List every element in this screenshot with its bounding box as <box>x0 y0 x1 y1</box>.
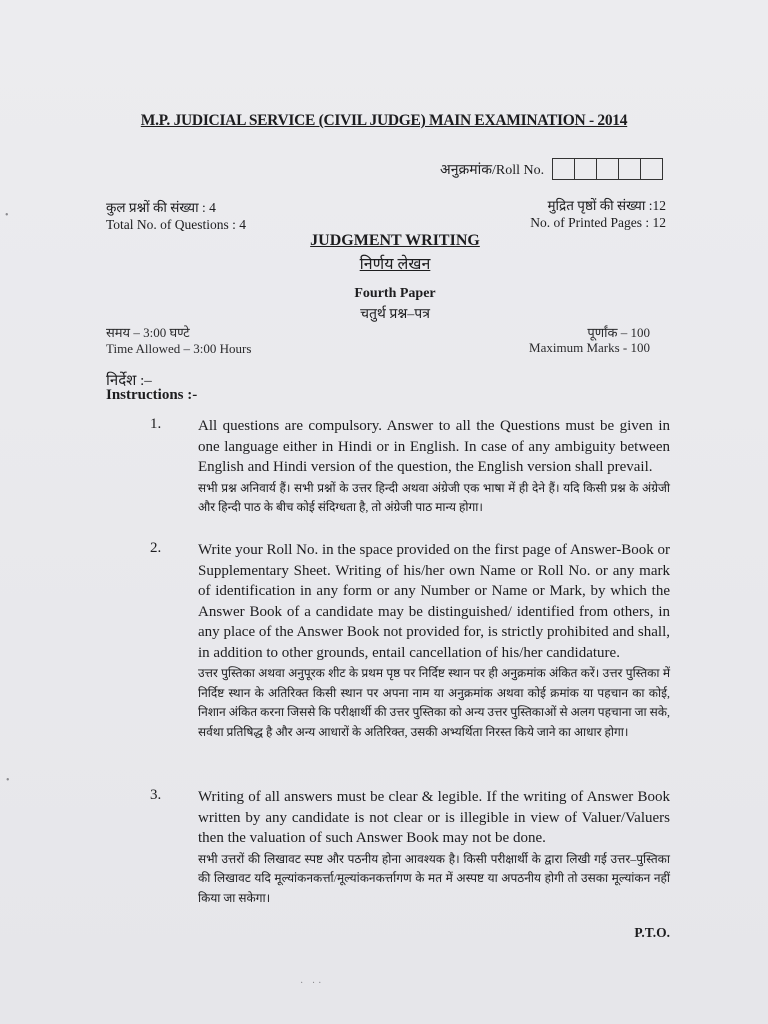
instruction-number: 1. <box>150 416 162 432</box>
instruction-number: 3. <box>150 787 162 803</box>
roll-label: अनुक्रमांक/Roll No. <box>440 162 545 178</box>
roll-number-field <box>440 158 663 180</box>
subject-title: JUDGMENT WRITING <box>310 232 480 249</box>
exam-title: M.P. JUDICIAL SERVICE (CIVIL JUDGE) MAIN EXAMINATION - 2014 <box>140 112 628 129</box>
instruction-item <box>150 416 670 518</box>
instruction-item <box>150 787 670 908</box>
roll-box[interactable] <box>597 159 619 179</box>
questions-count-english: Total No. of Questions : 4 <box>106 217 247 232</box>
instruction-text-hindi: उत्तर पुस्तिका अथवा अनुपूरक शीट के प्रथम पृष्ठ पर निर्दिष्ट स्थान पर ही अनुक्रमांक अंकित करें। उत्तर पुस्तिका में निर्दिष्ट स्थान के अतिरिक्त किसी स्थान पर अपना नाम या अनुक्रमांक अथवा कोई क्रमांक या पहचान का कोई, निशान अंकित करना जिससे कि परीक्षार्थी की उत्तर पुस्तिका को अन्य उत्तर पुस्तिकाओं से अलग पहचाना जा सके, सर्वथा प्रतिषिद्ध है और अन्य आधारों के अतिरिक्त, उसकी अभ्यर्थिता निरस्त किये जाने का आधार होगा। <box>198 666 670 739</box>
roll-box[interactable] <box>641 159 662 179</box>
questions-count <box>106 199 246 233</box>
max-marks: Maximum Marks - 100 <box>529 340 650 355</box>
scan-speck: • <box>5 210 9 221</box>
time-allowed: Time Allowed – 3:00 Hours <box>106 341 252 356</box>
paper-number-hindi: चतुर्थ प्रश्न–पत्र <box>360 307 430 322</box>
max-marks-hindi: पूर्णांक – 100 <box>587 325 650 340</box>
printed-pages-hindi: मुद्रित पृष्ठों की संख्या :12 <box>547 198 666 213</box>
questions-count-hindi: कुल प्रश्नों की संख्या : 4 <box>106 200 216 215</box>
instruction-text: Write your Roll No. in the space provided on the first page of Answer-Book or Supplementary Sheet. Writing of his/her own Name or Roll No. or any mark of identification in any form or any Number or Name or Mark, by which the Answer Book of a candidate may be distinguished/ identified from others, in any place of the Answer Book not provided for, is strictly prohibited and shall, in addition to other grounds, entail cancellation of his/her candidature. <box>198 542 670 661</box>
roll-box[interactable] <box>553 159 575 179</box>
roll-box[interactable] <box>575 159 597 179</box>
instruction-number: 2. <box>150 540 162 556</box>
instruction-item <box>150 540 670 742</box>
roll-number-boxes[interactable] <box>552 158 663 180</box>
instructions-heading-hindi: निर्देश :– <box>106 373 152 389</box>
time-allowed-hindi: समय – 3:00 घण्टे <box>106 325 190 340</box>
instruction-text: Writing of all answers must be clear & legible. If the writing of Answer Book written by any candidate is not clear or is illegible in view of Valuer/Valuers then the valuation of such Answer Book may not be done. <box>198 789 670 846</box>
instruction-text-hindi: सभी प्रश्न अनिवार्य हैं। सभी प्रश्नों के उत्तर हिन्दी अथवा अंग्रेजी एक भाषा में ही देने हैं। यदि किसी प्रश्न के अंग्रेजी और हिन्दी पाठ के बीच कोई संदिग्धता है, तो अंग्रेजी पाठ मान्य होगा। <box>198 480 670 514</box>
pto-label: P.T.O. <box>634 925 670 940</box>
paper-number: Fourth Paper <box>354 286 436 301</box>
instructions-heading: Instructions :- <box>106 387 198 403</box>
scan-speck: · ·· <box>300 978 325 989</box>
printed-pages-english: No. of Printed Pages : 12 <box>530 215 666 230</box>
instruction-text-hindi: सभी उत्तरों की लिखावट स्पष्ट और पठनीय होना आवश्यक है। किसी परीक्षार्थी के द्वारा लिखी गई उत्तर–पुस्तिका की लिखावट यदि मूल्यांकनकर्त्ता/मूल्यांकनकर्त्तागण के मत में अस्पष्ट या अपठनीय होगी तो उसका मूल्यांकन नहीं किया जा सकेगा। <box>198 851 670 905</box>
instruction-text: All questions are compulsory. Answer to all the Questions must be given in one language either in Hindi or in English. In case of any ambiguity between English and Hindi version of the question, the English version shall prevail. <box>198 418 670 475</box>
printed-pages <box>530 197 666 231</box>
roll-box[interactable] <box>619 159 641 179</box>
subject-title-hindi: निर्णय लेखन <box>359 256 431 273</box>
scan-speck: • <box>6 775 10 786</box>
